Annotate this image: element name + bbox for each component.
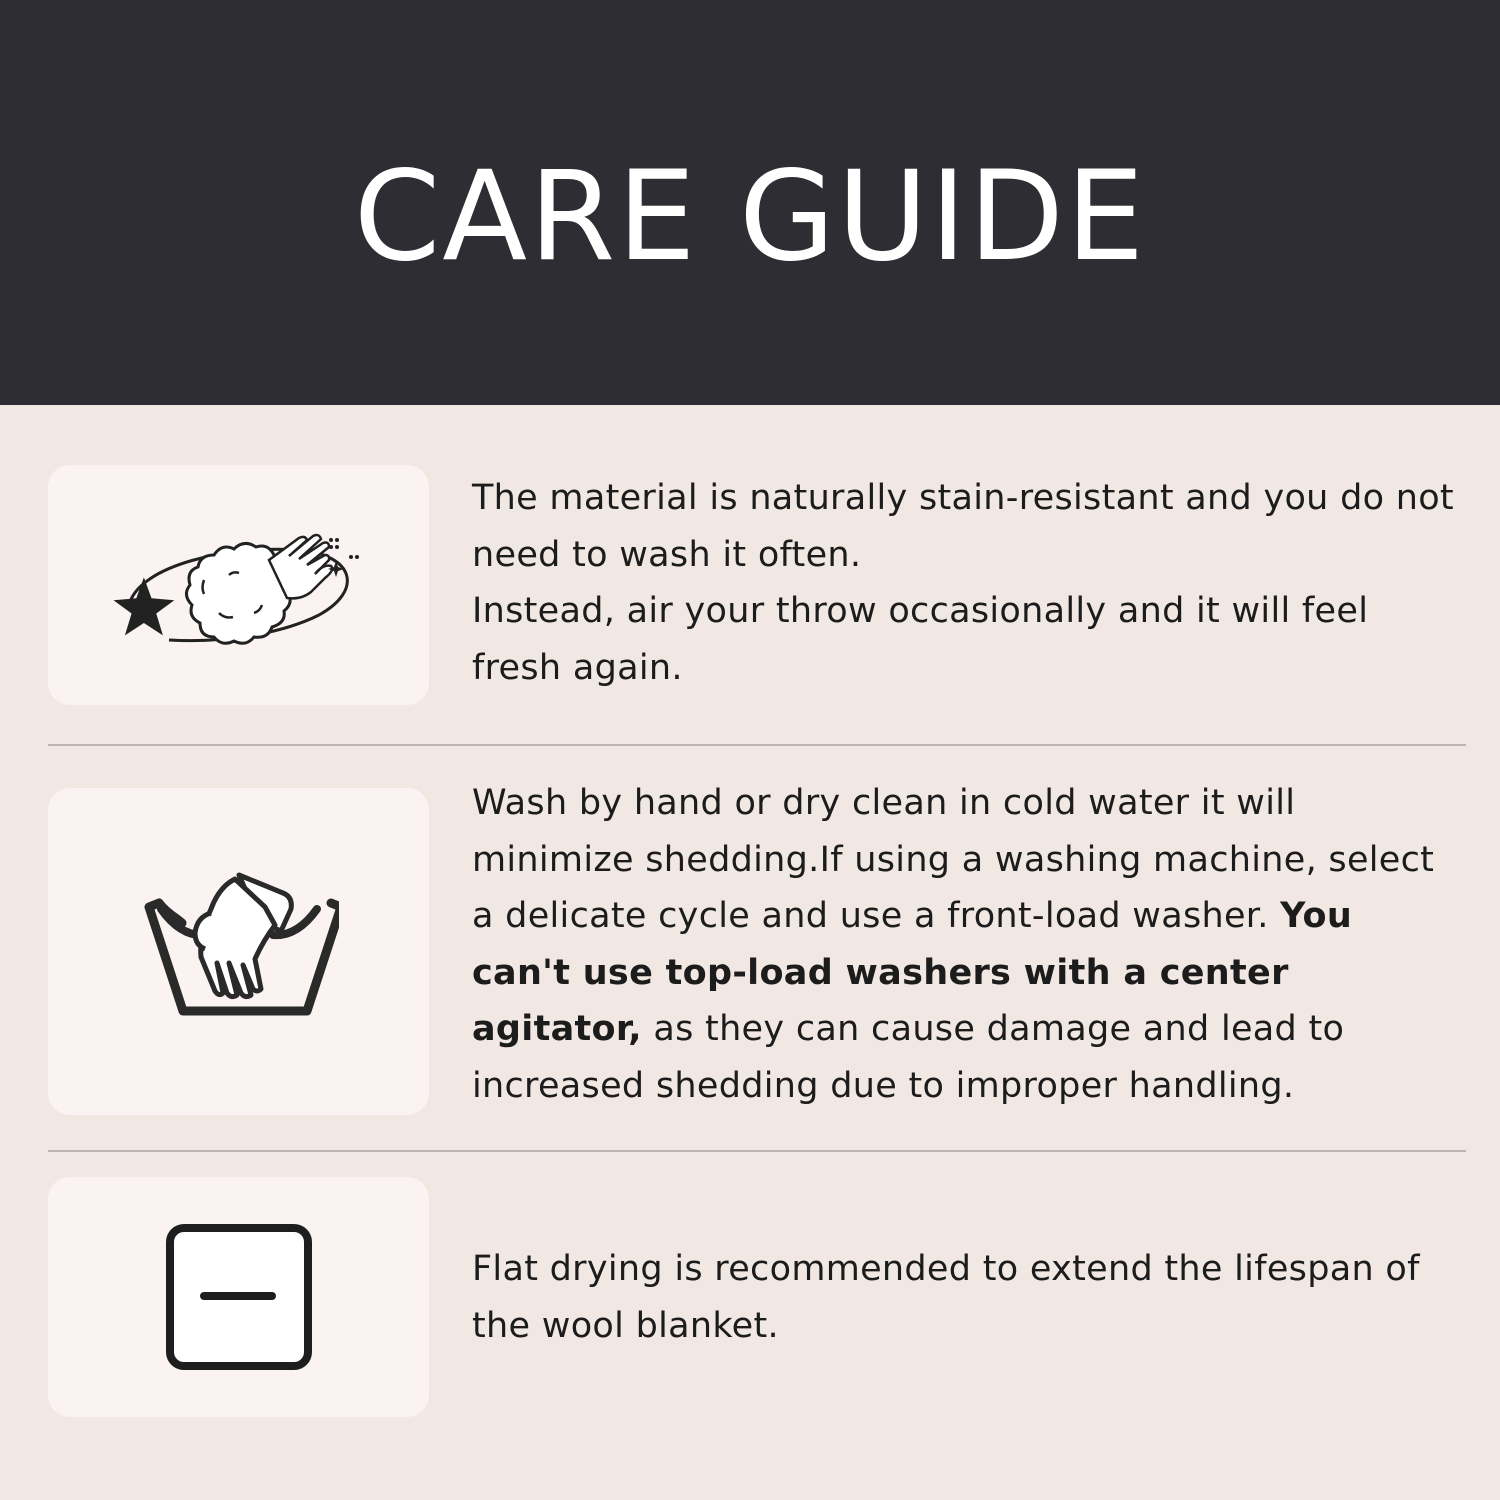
hand-wash-icon (139, 867, 339, 1037)
care-text-handwash-warning: You can't use top-load washers with a center agitator, (472, 896, 1353, 1049)
care-text-air: The material is naturally stain-resistant and you do not need to wash it often. Instead, air your throw occasionally and it will feel fresh again. (472, 478, 1454, 688)
care-text-handwash (472, 775, 1462, 1114)
care-text-handwash-regular: Wash by hand or dry clean in cold water it will minimize shedding.If using a washing machine, select a delicate cycle and use a front-load washer. (472, 783, 1435, 936)
air-fresh-icon (109, 505, 369, 665)
care-text-handwash-tail: as they can cause damage and lead to increased shedding due to improper handling. (472, 1009, 1345, 1106)
page-title: CARE GUIDE (353, 144, 1147, 289)
divider (48, 744, 1466, 746)
icon-card (48, 788, 429, 1115)
icon-card (48, 465, 429, 705)
icon-card (48, 1177, 429, 1417)
header-banner (0, 0, 1500, 405)
divider (48, 1150, 1466, 1152)
flat-dry-icon (164, 1222, 314, 1372)
care-text-flatdry: Flat drying is recommended to extend the lifespan of the wool blanket. (472, 1249, 1420, 1346)
